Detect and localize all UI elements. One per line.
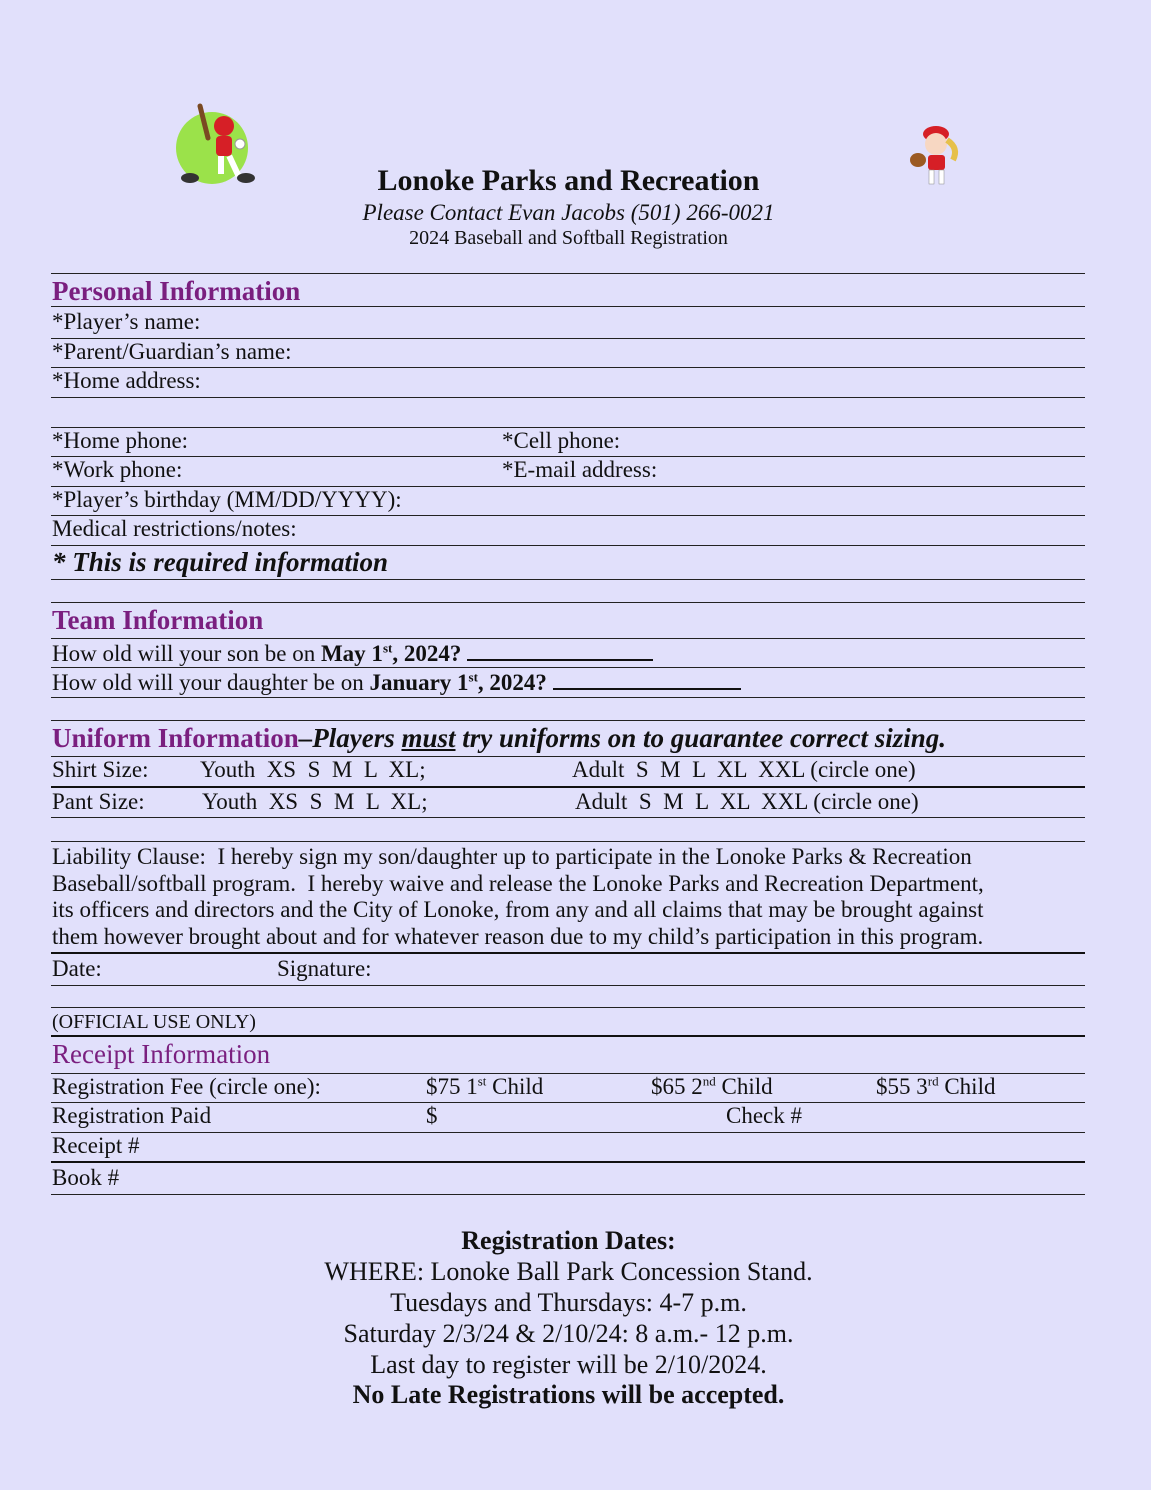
official-use-label: (OFFICIAL USE ONLY) (52, 1011, 256, 1033)
receipt-info-heading: Receipt Information (52, 1039, 271, 1069)
uniform-note-start: –Players (298, 723, 402, 753)
divider (51, 952, 1085, 954)
fee-third-sup: rd (927, 1073, 939, 1089)
pant-youth-sizes[interactable]: Youth XS S M L XL; (202, 789, 428, 814)
divider (51, 306, 1085, 307)
weekday-hours: Tuesdays and Thursdays: 4-7 p.m. (390, 1288, 747, 1317)
divider (51, 273, 1085, 274)
divider (51, 1007, 1085, 1008)
fee-second-sup: nd (702, 1073, 716, 1089)
check-number-field[interactable]: Check # (726, 1103, 803, 1128)
home-phone-field[interactable]: *Home phone: (52, 428, 189, 453)
pant-adult-sizes[interactable]: Adult S M L XL XXL (circle one) (575, 789, 919, 814)
uniform-info-heading (52, 723, 946, 753)
divider (51, 579, 1085, 580)
uniform-note-end: try uniforms on to guarantee correct sizing. (455, 723, 947, 753)
divider (51, 1132, 1085, 1133)
divider (51, 545, 1085, 546)
fee-third-child[interactable] (876, 1074, 995, 1100)
contact-line: Please Contact Evan Jacobs (501) 266-0021 (362, 200, 775, 225)
last-day-note: Last day to register will be 2/10/2024. (370, 1350, 767, 1379)
daughter-age-blank[interactable] (553, 668, 741, 690)
guardian-name-field[interactable]: *Parent/Guardian’s name: (52, 339, 292, 364)
birthday-field[interactable]: *Player’s birthday (MM/DD/YYYY): (52, 487, 402, 512)
date-field[interactable]: Date: (52, 956, 102, 981)
work-phone-field[interactable]: *Work phone: (52, 457, 183, 482)
divider (51, 786, 1085, 788)
son-age-label: How old will your son be on (52, 641, 321, 666)
shirt-size-label: Shirt Size: (52, 757, 149, 782)
registration-dates-heading: Registration Dates: (461, 1226, 676, 1255)
form-subtitle: 2024 Baseball and Softball Registration (409, 227, 728, 249)
liability-line-1: Liability Clause: I hereby sign my son/daughter up to participate in the Lonoke Parks & Recreation (52, 844, 972, 869)
pant-size-label: Pant Size: (52, 789, 145, 814)
son-age-blank[interactable] (467, 639, 653, 661)
no-late-note: No Late Registrations will be accepted. (352, 1380, 785, 1409)
medical-notes-field[interactable]: Medical restrictions/notes: (52, 516, 297, 541)
daughter-age-question (52, 668, 741, 696)
page-title: Lonoke Parks and Recreation (377, 164, 760, 197)
fee-second-child[interactable] (651, 1074, 773, 1100)
team-info-heading: Team Information (52, 605, 264, 635)
shirt-adult-sizes[interactable]: Adult S M L XL XXL (circle one) (572, 757, 916, 782)
divider (51, 602, 1085, 603)
divider (51, 397, 1085, 398)
son-age-question (52, 639, 653, 667)
fee-third-amount: $55 3 (876, 1074, 928, 1099)
fee-second-amount: $65 2 (651, 1074, 703, 1099)
liability-line-3: its officers and directors and the City of Lonoke, from any and all claims that may be brought against (52, 897, 984, 922)
player-name-field[interactable]: *Player’s name: (52, 309, 201, 334)
fee-third-child-text: Child (938, 1074, 996, 1099)
daughter-date-year: , 2024? (477, 670, 547, 695)
shirt-youth-sizes[interactable]: Youth XS S M L XL; (200, 757, 426, 782)
email-field[interactable]: *E-mail address: (502, 457, 658, 482)
divider (51, 367, 1085, 368)
son-date-sup: st (382, 640, 393, 656)
registration-fee-label: Registration Fee (circle one): (52, 1074, 321, 1099)
divider (51, 985, 1085, 986)
divider (51, 841, 1085, 842)
cell-phone-field[interactable]: *Cell phone: (502, 428, 621, 453)
paid-amount-field[interactable]: $ (426, 1103, 438, 1128)
fee-first-sup: st (477, 1073, 487, 1089)
home-address-field[interactable]: *Home address: (52, 368, 201, 393)
divider (51, 720, 1085, 721)
son-date-year: , 2024? (392, 641, 462, 666)
receipt-number-field[interactable]: Receipt # (52, 1133, 140, 1158)
divider (51, 817, 1085, 818)
registration-location: WHERE: Lonoke Ball Park Concession Stand. (324, 1257, 813, 1286)
divider (51, 1194, 1085, 1195)
daughter-date-sup: st (468, 669, 478, 685)
liability-line-4: them however brought about and for whatever reason due to my child’s participation in this program. (52, 924, 984, 949)
divider (51, 1035, 1085, 1037)
saturday-hours: Saturday 2/3/24 & 2/10/24: 8 a.m.- 12 p.m. (343, 1319, 794, 1348)
registration-paid-label: Registration Paid (52, 1103, 212, 1128)
signature-field[interactable]: Signature: (277, 956, 372, 981)
required-note: * This is required information (52, 547, 389, 577)
daughter-date: January 1 (369, 670, 469, 695)
fee-first-amount: $75 1 (426, 1074, 478, 1099)
divider (51, 1161, 1085, 1163)
daughter-age-label: How old will your daughter be on (52, 670, 370, 695)
divider (51, 697, 1085, 698)
son-date: May 1 (320, 641, 383, 666)
uniform-note-must: must (401, 723, 456, 753)
fee-second-child-text: Child (715, 1074, 773, 1099)
uniform-heading-text: Uniform Information (52, 723, 299, 753)
fee-first-child[interactable] (426, 1074, 543, 1100)
book-number-field[interactable]: Book # (52, 1165, 120, 1190)
liability-line-2: Baseball/softball program. I hereby waive and release the Lonoke Parks and Recreation Department, (52, 871, 984, 896)
personal-info-heading: Personal Information (52, 276, 301, 306)
fee-first-child-text: Child (486, 1074, 544, 1099)
